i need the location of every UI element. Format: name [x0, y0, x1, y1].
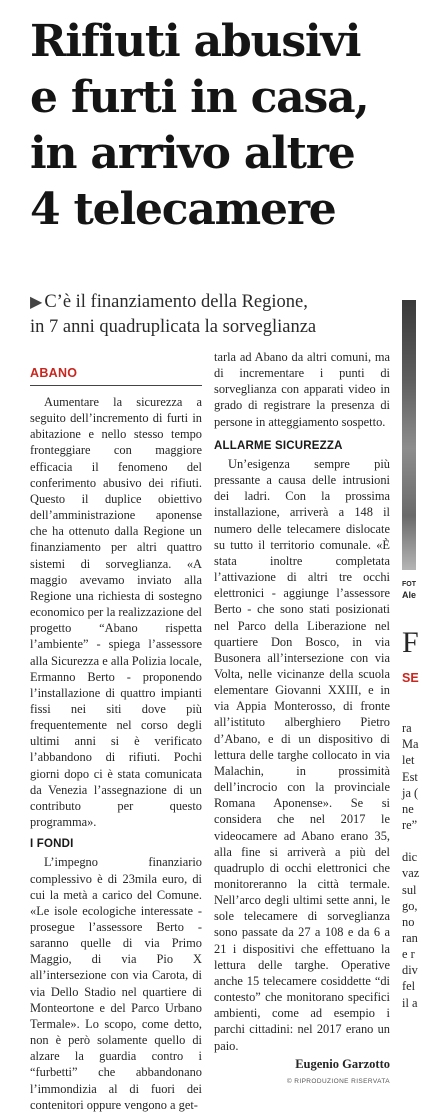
- neighbor-text-line: ran: [402, 930, 418, 945]
- headline-line: in arrivo altre: [30, 128, 355, 179]
- neighbor-text-line: sul: [402, 882, 417, 897]
- neighbor-text-line: ra: [402, 721, 412, 736]
- neighbor-text-line: [402, 833, 422, 849]
- neighbor-text-line: dic: [402, 850, 418, 865]
- subsection-heading: I FONDI: [30, 838, 74, 851]
- neighbor-text-line: go,: [402, 898, 418, 913]
- subheadline-text: C’è il finanziamento della Regione,: [44, 292, 308, 312]
- subsection-heading: ALLARME SICUREZZA: [214, 439, 343, 452]
- headline-line: 4 telecamere: [30, 184, 336, 235]
- byline: Eugenio Garzotto: [295, 1056, 390, 1071]
- neighbor-text-line: fel: [402, 979, 416, 994]
- neighbor-text-line: il a: [402, 995, 418, 1010]
- article-paragraph: tarla ad Abano da altri comuni, ma di incrementare i punti di sorveglianza con apparati video in grado di registrare la presenza di persone in atteggiamento sospetto.: [214, 350, 390, 429]
- neighbor-caption: Ale: [402, 590, 417, 600]
- article-paragraph: Un’esigenza sempre più pressante a causa delle intrusioni dei ladri. Con la prossima installazione, arriverà a 148 il numero delle telecamere dislocate su tutto il territorio comunale. «È stata inoltre completata l’attivazione di altri tre occhi elettronici - aggiunge l’assessore Berto - che sono stati posizionati nel Parco della Liberazione nel quartiere Don Bosco, in via Busonera all’intersezione con via Volta, nelle vicinanze della scuola elementare Giovanni XXIII, e in via Appia Monterosso, di fronte all’istituto alberghiero Pietro d’Abano, e di un dispositivo di lettura delle targhe collocato in via Malachin, in prossimità dell’incrocio con la provinciale Romana Aponense». Se si considera che nel 2017 le videocamere ad Abano erano 35, alla fine si arriverà a più del quadruplo di occhi elettronici che monitoreranno la città termale. Nell’arco degli ultimi sette anni, le sole telecamere di sorveglianza sono passate da 27 a 108 e da 6 a 21 i dispositivi che effettuano la lettura delle targhe. Operative anche 15 telecamere cosiddette “di contesto” che monitorano specifici ambienti, come ad esempio i parchi cittadini: nel 2017 erano un paio.: [214, 456, 390, 1053]
- headline-line: e furti in casa,: [30, 72, 369, 123]
- article-paragraph: L’impegno finanziario complessivo è di 23mila euro, di cui la metà a carico del Comune. «Le isole ecologiche interessate - prosegue l’assessore Berto - saranno quelle di via Primo Maggio, di via Pio X all’intersezione con via Carota, di via Dello Stadio nel quartiere di Monteortone e del Parco Urbano Termale». Lo scopo, come detto, non è però solamente quello di alzare la guardia contro i “furbetti” che abbandonano l’immondizia al di fuori dei contenitori oppure vengono a get-: [30, 855, 202, 1112]
- neighbor-text-line: vaz: [402, 866, 420, 881]
- neighbor-text-line: div: [402, 963, 418, 978]
- headline-line: Rifiuti abusivi: [30, 16, 361, 67]
- neighbor-text-line: ne: [402, 801, 414, 816]
- neighbor-text-line: let: [402, 753, 415, 768]
- neighbor-text-line: no: [402, 914, 415, 929]
- neighbor-text-line: e r: [402, 947, 415, 962]
- neighbor-headline: F: [402, 626, 419, 659]
- subheadline: [30, 290, 400, 340]
- neighbor-text-line: re”: [402, 817, 418, 832]
- subheadline-line: [30, 290, 400, 315]
- headline: [30, 14, 395, 238]
- photo-edge: [402, 300, 416, 570]
- neighbor-text-line: [402, 704, 422, 720]
- neighbor-text-line: ja (: [402, 785, 419, 800]
- article-paragraph: Aumentare la sicurezza a seguito dell’incremento di furti in abitazione e nello stesso tempo fronteggiare con maggiore efficacia il fenomeno del conferimento abusivo dei rifiuti. Questo il duplice obiettivo dell’amministrazione aponense che ha ottenuto dalla Regione un finanziamento per altri quattro sistemi di sorveglianza. «A maggio avevamo inviato alla Regione una richiesta di sostegno economico per la realizzazione del progetto “Abano rispetta l’ambiente” - spiega l’assessore alla Sicurezza e alla Polizia locale, Ermanno Berto - proponendo l’installazione di quattro impianti fissi nei siti dove più frequentemente nel corso degli ultimi anni si è verificato l’abbandono di rifiuti. Pochi giorni dopo ci è stata comunicata da Venezia l’assegnazione di un contributo per questo programma».: [30, 395, 202, 830]
- neighbor-caption: FOT: [402, 581, 416, 588]
- location-label: ABANO: [30, 365, 202, 386]
- neighbor-section-label: SE: [402, 671, 419, 685]
- triangle-bullet-icon: ▶: [30, 294, 43, 311]
- neighbor-text-line: Est: [402, 769, 418, 784]
- article-column-2: [214, 349, 390, 1090]
- copyright-note: © RIPRODUZIONE RISERVATA: [286, 1077, 390, 1085]
- neighbor-text-fragments: [402, 704, 422, 1011]
- neighbor-text-line: Ma: [402, 737, 419, 752]
- subheadline-line: in 7 anni quadruplicata la sorveglianza: [30, 317, 317, 337]
